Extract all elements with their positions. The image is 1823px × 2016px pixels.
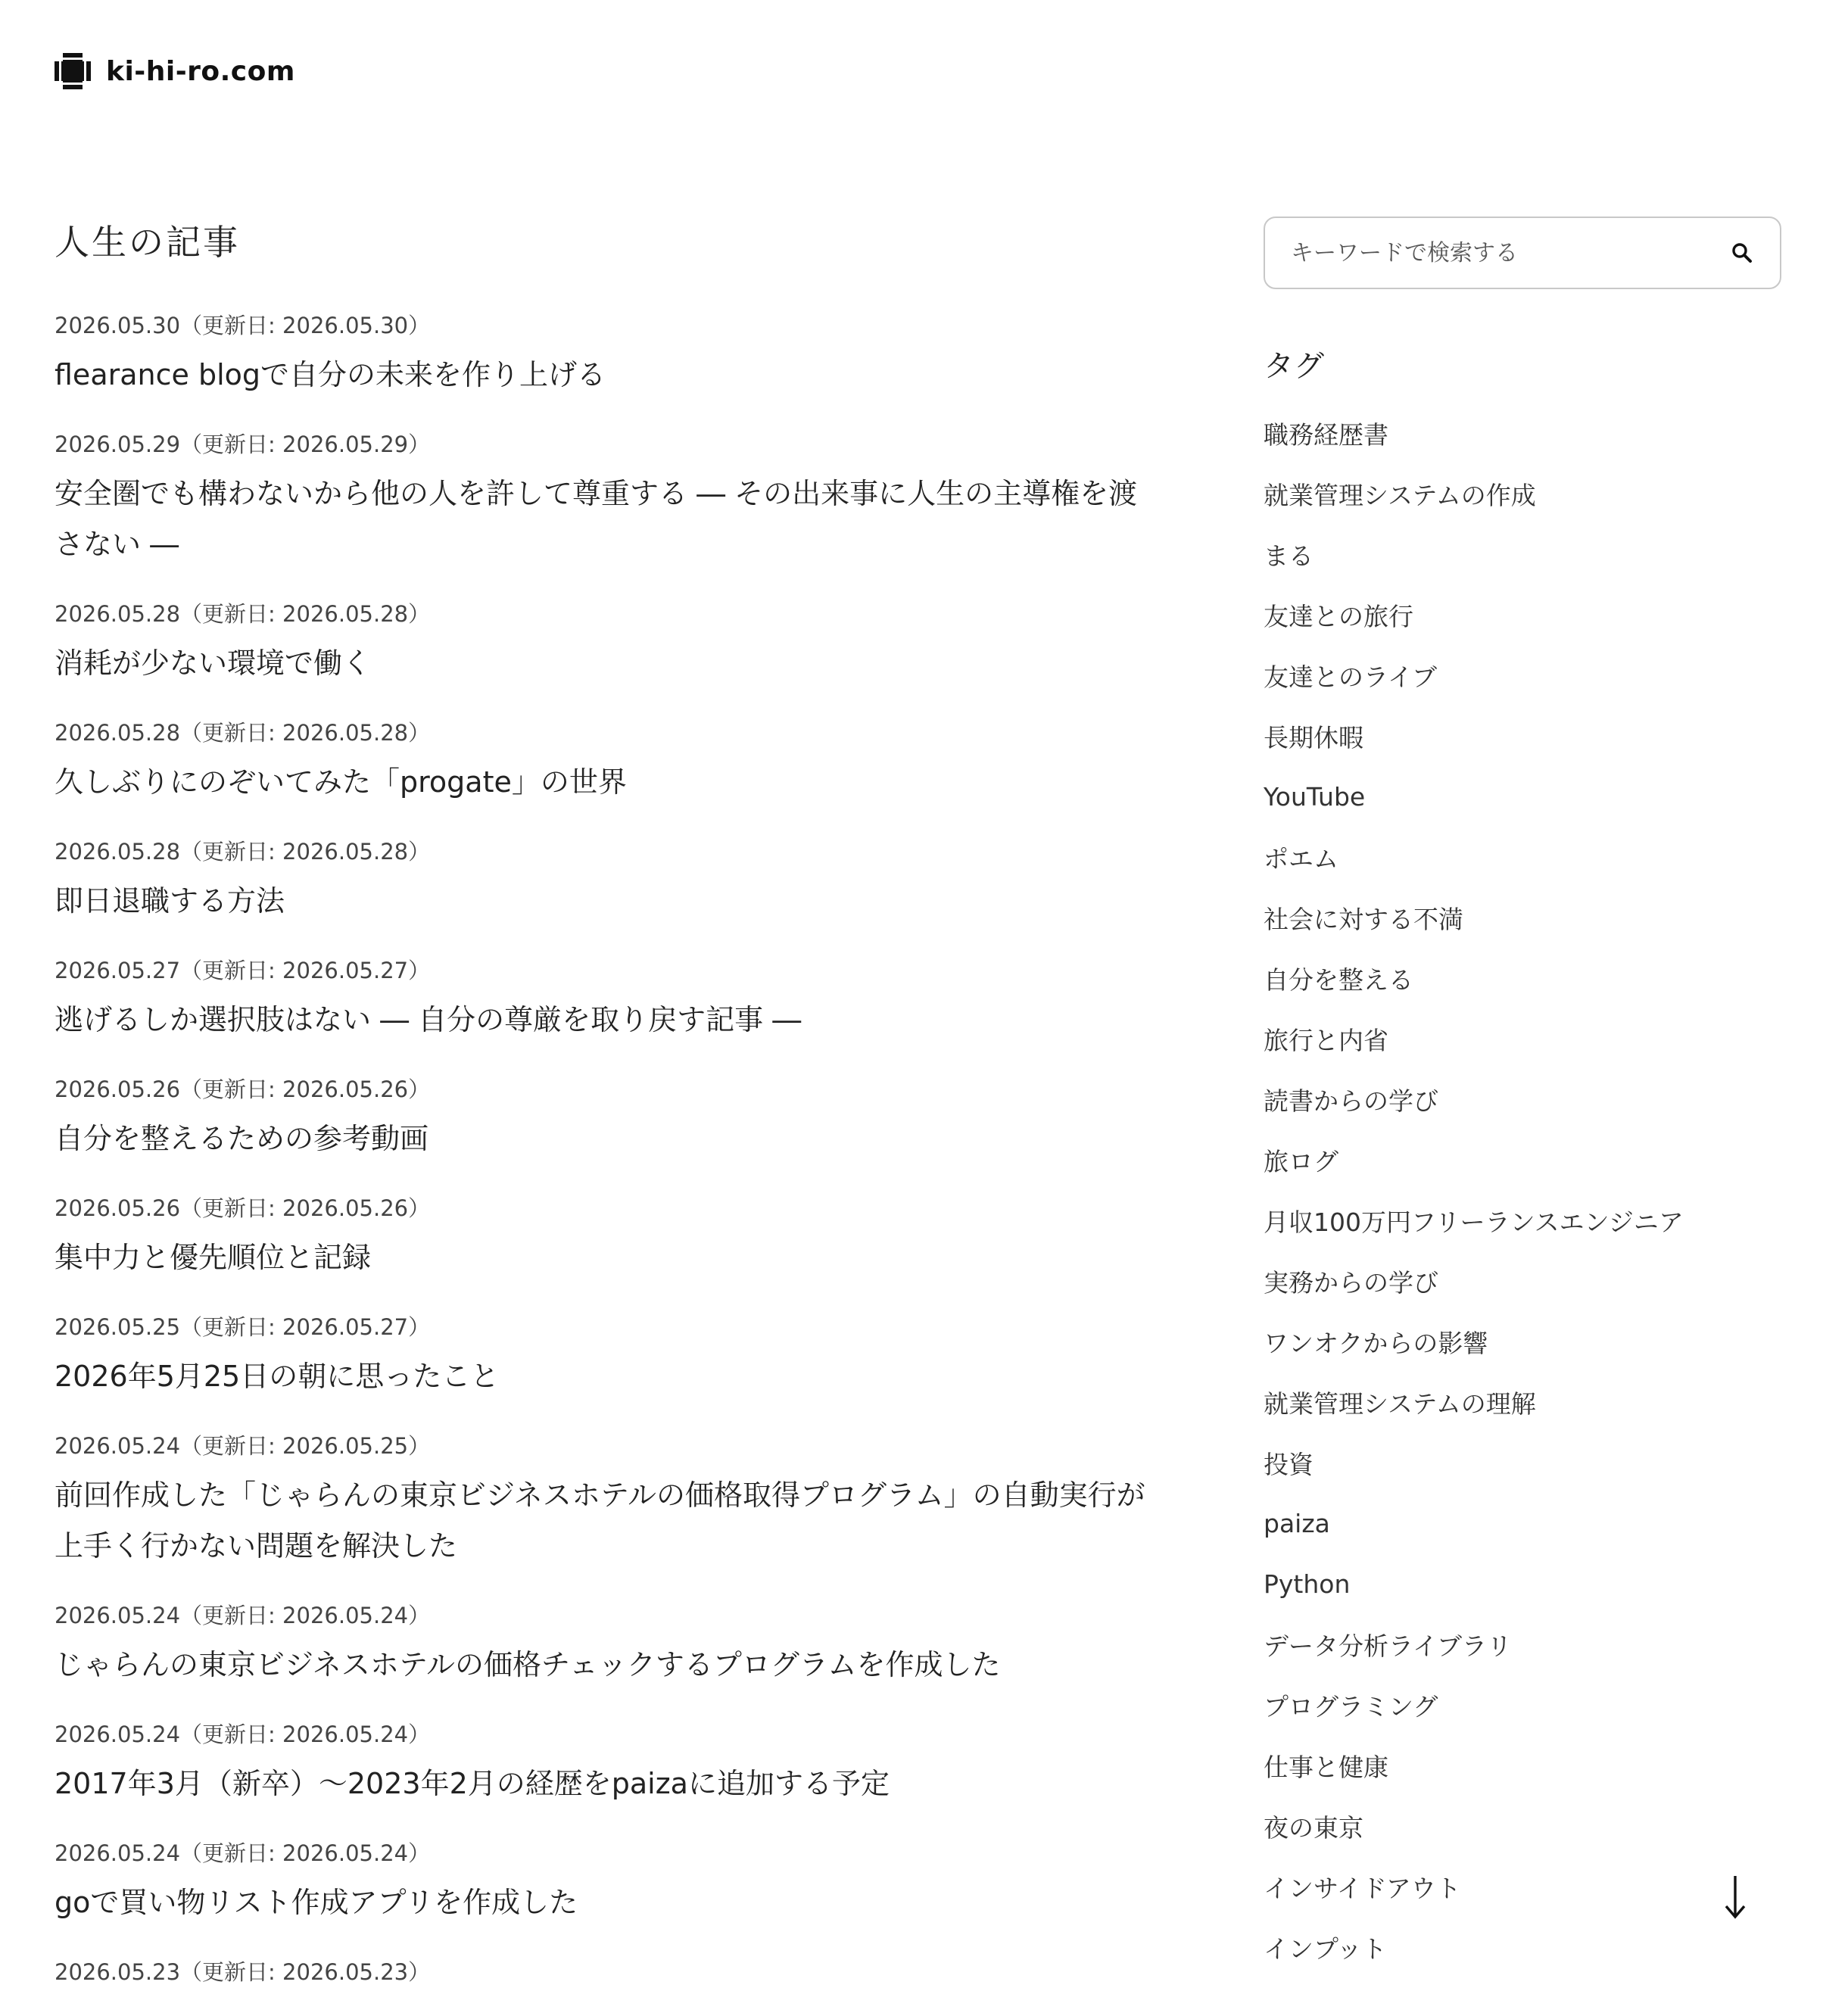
- article-item: [55, 429, 1175, 570]
- tag-link[interactable]: paiza: [1264, 1508, 1330, 1538]
- tag-item: [1264, 1493, 1781, 1553]
- tag-item: [1264, 1008, 1781, 1069]
- tag-item: [1264, 1372, 1781, 1432]
- updated-label-close: ）: [408, 839, 431, 865]
- tag-item: [1264, 1614, 1781, 1675]
- tag-link[interactable]: まる: [1264, 541, 1313, 571]
- tag-link[interactable]: ワンオクからの影響: [1264, 1328, 1488, 1358]
- article-meta: [55, 310, 1175, 341]
- article-title-link[interactable]: じゃらんの東京ビジネスホテルの価格チェックするプログラムを作成した: [55, 1648, 1001, 1681]
- article-item: [55, 1312, 1175, 1402]
- article-updated-date: 2026.05.26: [282, 1195, 409, 1221]
- article-item: [55, 310, 1175, 400]
- updated-label-close: ）: [408, 432, 431, 457]
- article-updated-date: 2026.05.24: [282, 1840, 409, 1866]
- updated-label: （更新日:: [180, 432, 283, 457]
- tag-item: [1264, 1553, 1781, 1614]
- article-title-link[interactable]: goで買い物リスト作成アプリを作成した: [55, 1886, 578, 1919]
- article-updated-date: 2026.05.28: [282, 601, 409, 627]
- article-title-link[interactable]: 消耗が少ない環境で働く: [55, 647, 372, 680]
- tag-item: [1264, 1069, 1781, 1130]
- tag-item: [1264, 645, 1781, 706]
- tag-link[interactable]: 職務経歴書: [1264, 419, 1388, 450]
- tag-link[interactable]: インプット: [1264, 1933, 1387, 1964]
- updated-label-close: ）: [408, 958, 431, 983]
- article-updated-date: 2026.05.23: [282, 1959, 409, 1985]
- search-button[interactable]: [1728, 239, 1756, 266]
- updated-label-close: ）: [408, 1603, 431, 1628]
- article-item: [55, 1431, 1175, 1572]
- article-date: 2026.05.29: [55, 432, 181, 457]
- article-title-link[interactable]: 2017年3月（新卒）〜2023年2月の経歴をpaizaに追加する予定: [55, 1767, 890, 1800]
- article-date: 2026.05.23: [55, 1959, 181, 1985]
- tag-list: [1264, 403, 1781, 1977]
- updated-label-close: ）: [408, 601, 431, 627]
- tag-link[interactable]: 社会に対する不満: [1264, 904, 1463, 934]
- tag-link[interactable]: 自分を整える: [1264, 964, 1413, 995]
- tag-item: [1264, 1251, 1781, 1311]
- article-date: 2026.05.24: [55, 1603, 181, 1628]
- tag-link[interactable]: 旅行と内省: [1264, 1025, 1388, 1055]
- article-meta: [55, 1957, 1175, 1987]
- updated-label-close: ）: [408, 1959, 431, 1985]
- article-title-link[interactable]: 集中力と優先順位と記録: [55, 1241, 372, 1274]
- article-date: 2026.05.30: [55, 313, 181, 338]
- article-item: [55, 1719, 1175, 1809]
- article-date: 2026.05.26: [55, 1195, 181, 1221]
- tag-link[interactable]: 就業管理システムの作成: [1264, 480, 1536, 510]
- updated-label-close: ）: [408, 1840, 431, 1866]
- article-updated-date: 2026.05.28: [282, 839, 409, 865]
- tag-link[interactable]: 読書からの学び: [1264, 1086, 1438, 1116]
- article-title-link[interactable]: 即日退職する方法: [55, 884, 285, 918]
- updated-label: （更新日:: [180, 1959, 283, 1985]
- tag-item: [1264, 1856, 1781, 1917]
- article-meta: [55, 837, 1175, 867]
- site-header: [55, 50, 295, 92]
- updated-label: （更新日:: [180, 839, 283, 865]
- tag-link[interactable]: 旅ログ: [1264, 1146, 1338, 1176]
- article-updated-date: 2026.05.26: [282, 1077, 409, 1102]
- article-item: [55, 955, 1175, 1045]
- tag-item: [1264, 1735, 1781, 1796]
- article-meta: [55, 429, 1175, 460]
- tag-link[interactable]: Python: [1264, 1569, 1351, 1599]
- updated-label: （更新日:: [180, 720, 283, 746]
- updated-label-close: ）: [408, 1433, 431, 1459]
- tag-item: [1264, 1796, 1781, 1856]
- search-icon: [1728, 239, 1756, 266]
- article-title-link[interactable]: 前回作成した「じゃらんの東京ビジネスホテルの価格取得プログラム」の自動実行が上手く行かない問題を解決した: [55, 1479, 1145, 1563]
- article-section: [55, 218, 1175, 2016]
- tag-link[interactable]: 実務からの学び: [1264, 1267, 1438, 1298]
- tag-item: [1264, 887, 1781, 948]
- article-meta: [55, 1074, 1175, 1105]
- article-updated-date: 2026.05.24: [282, 1722, 409, 1747]
- tag-item: [1264, 948, 1781, 1008]
- article-date: 2026.05.28: [55, 720, 181, 746]
- tag-link[interactable]: プログラミング: [1264, 1691, 1438, 1722]
- updated-label: （更新日:: [180, 1603, 283, 1628]
- tag-item: [1264, 1190, 1781, 1251]
- article-title-link[interactable]: 久しぶりにのぞいてみた「progate」の世界: [55, 765, 627, 799]
- article-updated-date: 2026.05.28: [282, 720, 409, 746]
- article-meta: [55, 1600, 1175, 1631]
- article-date: 2026.05.24: [55, 1433, 181, 1459]
- article-updated-date: 2026.05.29: [282, 432, 409, 457]
- tag-item: [1264, 766, 1781, 827]
- search-input[interactable]: [1291, 240, 1728, 266]
- tags-heading: タグ: [1264, 349, 1324, 384]
- article-item: [55, 1074, 1175, 1164]
- updated-label-close: ）: [408, 1077, 431, 1102]
- article-date: 2026.05.25: [55, 1314, 181, 1340]
- updated-label: （更新日:: [180, 313, 283, 338]
- article-date: 2026.05.27: [55, 958, 181, 983]
- tag-item: [1264, 1432, 1781, 1493]
- article-date: 2026.05.24: [55, 1840, 181, 1866]
- tag-link[interactable]: 就業管理システムの理解: [1264, 1388, 1536, 1419]
- tag-link[interactable]: 友達との旅行: [1264, 601, 1413, 631]
- updated-label-close: ）: [408, 1722, 431, 1747]
- article-updated-date: 2026.05.25: [282, 1433, 409, 1459]
- article-item: [55, 1600, 1175, 1690]
- updated-label-close: ）: [408, 1314, 431, 1340]
- article-title-link[interactable]: 逃げるしか選択肢はない ― 自分の尊厳を取り戻す記事 ―: [55, 1003, 802, 1036]
- article-date: 2026.05.28: [55, 601, 181, 627]
- article-updated-date: 2026.05.24: [282, 1603, 409, 1628]
- updated-label: （更新日:: [180, 1433, 283, 1459]
- tag-link[interactable]: データ分析ライブラリ: [1264, 1631, 1513, 1661]
- logo-mark-icon[interactable]: [55, 53, 91, 89]
- article-meta: [55, 1431, 1175, 1461]
- article-item: [55, 599, 1175, 689]
- article-item: [55, 1838, 1175, 1928]
- tag-link[interactable]: 仕事と健康: [1264, 1752, 1388, 1782]
- article-meta: [55, 955, 1175, 986]
- article-meta: [55, 1312, 1175, 1342]
- tag-item: [1264, 1675, 1781, 1735]
- article-list: [55, 310, 1175, 1987]
- updated-label: （更新日:: [180, 1840, 283, 1866]
- updated-label: （更新日:: [180, 1314, 283, 1340]
- article-meta: [55, 1719, 1175, 1750]
- page-title: 人生の記事: [55, 222, 240, 263]
- article-title-link[interactable]: 2026年5月25日の朝に思ったこと: [55, 1360, 500, 1393]
- article-title-link[interactable]: 自分を整えるための参考動画: [55, 1122, 429, 1155]
- tag-item: [1264, 584, 1781, 645]
- updated-label-close: ）: [408, 1195, 431, 1221]
- sidebar: [1264, 217, 1781, 1977]
- tag-item: [1264, 403, 1781, 463]
- updated-label-close: ）: [408, 720, 431, 746]
- tag-link[interactable]: 月収100万円フリーランスエンジニア: [1264, 1207, 1684, 1237]
- tag-item: [1264, 463, 1781, 524]
- tag-link[interactable]: 夜の東京: [1264, 1812, 1363, 1843]
- article-title-link[interactable]: flearance blogで自分の未来を作り上げる: [55, 358, 606, 391]
- updated-label: （更新日:: [180, 1722, 283, 1747]
- arrow-down-icon[interactable]: [1717, 1870, 1753, 1923]
- article-date: 2026.05.24: [55, 1722, 181, 1747]
- tag-item: [1264, 524, 1781, 584]
- article-updated-date: 2026.05.30: [282, 313, 409, 338]
- updated-label: （更新日:: [180, 601, 283, 627]
- article-meta: [55, 718, 1175, 748]
- updated-label: （更新日:: [180, 1077, 283, 1102]
- tag-link[interactable]: 友達とのライブ: [1264, 662, 1438, 692]
- tag-item: [1264, 706, 1781, 766]
- article-item: [55, 718, 1175, 808]
- updated-label-close: ）: [408, 313, 431, 338]
- updated-label: （更新日:: [180, 1195, 283, 1221]
- tag-link[interactable]: 投資: [1264, 1449, 1313, 1479]
- article-item: [55, 1957, 1175, 1987]
- site-title-link[interactable]: ki-hi-ro.com: [106, 55, 295, 87]
- tag-item: [1264, 1917, 1781, 1977]
- tag-link[interactable]: ポエム: [1264, 843, 1338, 874]
- article-date: 2026.05.26: [55, 1077, 181, 1102]
- article-updated-date: 2026.05.27: [282, 958, 409, 983]
- article-date: 2026.05.28: [55, 839, 181, 865]
- tag-item: [1264, 827, 1781, 887]
- tag-item: [1264, 1311, 1781, 1372]
- article-title-link[interactable]: 安全圏でも構わないから他の人を許して尊重する ― その出来事に人生の主導権を渡さない ―: [55, 477, 1138, 561]
- tag-link[interactable]: YouTube: [1264, 781, 1366, 812]
- article-meta: [55, 1193, 1175, 1223]
- search-box: [1264, 217, 1781, 289]
- article-meta: [55, 599, 1175, 629]
- tag-link[interactable]: インサイドアウト: [1264, 1873, 1461, 1903]
- article-meta: [55, 1838, 1175, 1868]
- article-updated-date: 2026.05.27: [282, 1314, 409, 1340]
- article-item: [55, 837, 1175, 927]
- article-item: [55, 1193, 1175, 1283]
- tag-link[interactable]: 長期休暇: [1264, 722, 1363, 752]
- tag-item: [1264, 1130, 1781, 1190]
- updated-label: （更新日:: [180, 958, 283, 983]
